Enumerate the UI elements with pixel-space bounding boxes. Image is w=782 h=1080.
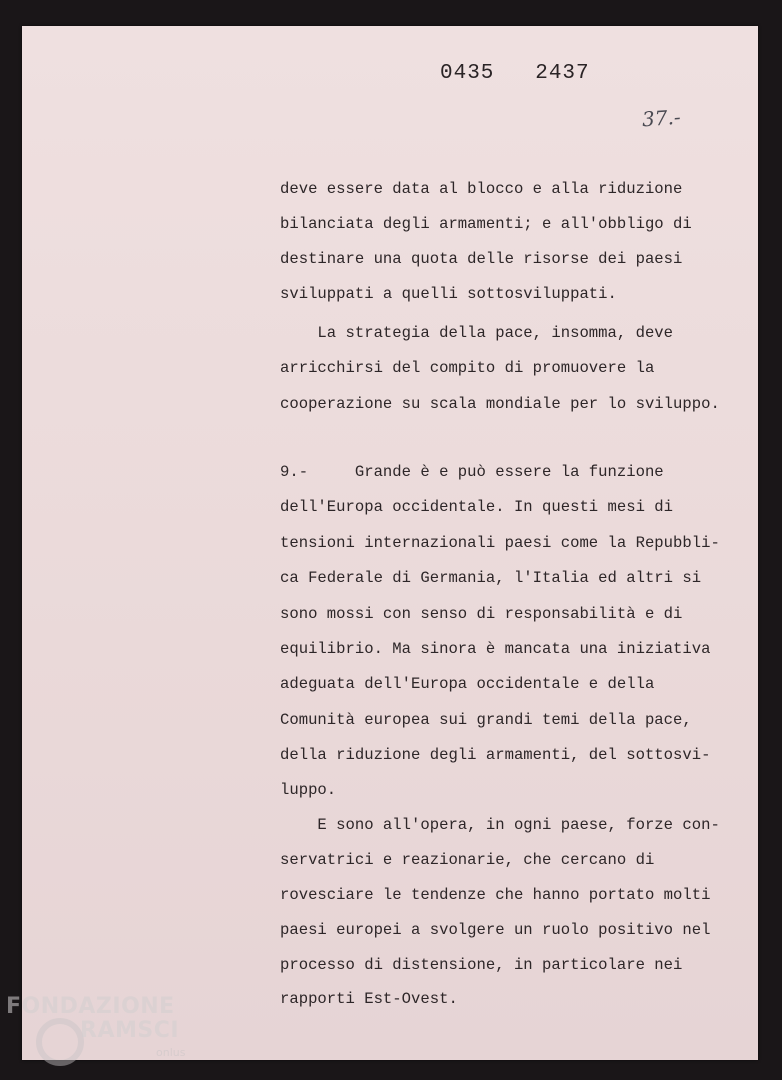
text-line: paesi europei a svolgere un ruolo positivo nel: [280, 921, 711, 939]
text-line: della riduzione degli armamenti, del sottosvi-: [280, 746, 711, 764]
text-line: Comunità europea sui grandi temi della pace,: [280, 711, 692, 729]
text-line: cooperazione su scala mondiale per lo sviluppo.: [280, 395, 720, 413]
text-line: equilibrio. Ma sinora è mancata una iniziativa: [280, 640, 711, 658]
watermark-line1: FONDAZIONE: [6, 994, 175, 1019]
watermark-suffix: onlus: [156, 1046, 186, 1059]
text-line: bilanciata degli armamenti; e all'obbligo di: [280, 215, 692, 233]
text-line: La strategia della pace, insomma, deve: [280, 324, 674, 342]
text-line: dell'Europa occidentale. In questi mesi di: [280, 498, 674, 516]
section-heading-line: 9.- Grande è e può essere la funzione: [280, 463, 664, 481]
text-line: processo di distensione, in particolare nei: [280, 956, 683, 974]
text-line: luppo.: [280, 781, 337, 799]
text-line: servatrici e reazionarie, che cercano di: [280, 851, 655, 869]
text-line: adeguata dell'Europa occidentale e della: [280, 675, 655, 693]
document-number: 0435 2437: [440, 62, 590, 85]
watermark-g-logo-icon: [36, 1018, 84, 1066]
text-line: rovesciare le tendenze che hanno portato molti: [280, 886, 711, 904]
text-line: destinare una quota delle risorse dei paesi: [280, 250, 683, 268]
text-line: sono mossi con senso di responsabilità e di: [280, 605, 683, 623]
text-line: arricchirsi del compito di promuovere la: [280, 359, 655, 377]
watermark-line2: RAMSCI: [80, 1018, 180, 1043]
document-page: [22, 26, 758, 1060]
text-line: rapporti Est-Ovest.: [280, 990, 458, 1008]
text-line: sviluppati a quelli sottosviluppati.: [280, 285, 617, 303]
text-line: ca Federale di Germania, l'Italia ed altri si: [280, 569, 702, 587]
text-line: deve essere data al blocco e alla riduzione: [280, 180, 683, 198]
text-line: E sono all'opera, in ogni paese, forze con-: [280, 816, 720, 834]
fondazione-gramsci-watermark: [6, 994, 206, 1074]
handwritten-page-number: 37.-: [641, 104, 682, 132]
text-line: tensioni internazionali paesi come la Repubbli-: [280, 534, 720, 552]
